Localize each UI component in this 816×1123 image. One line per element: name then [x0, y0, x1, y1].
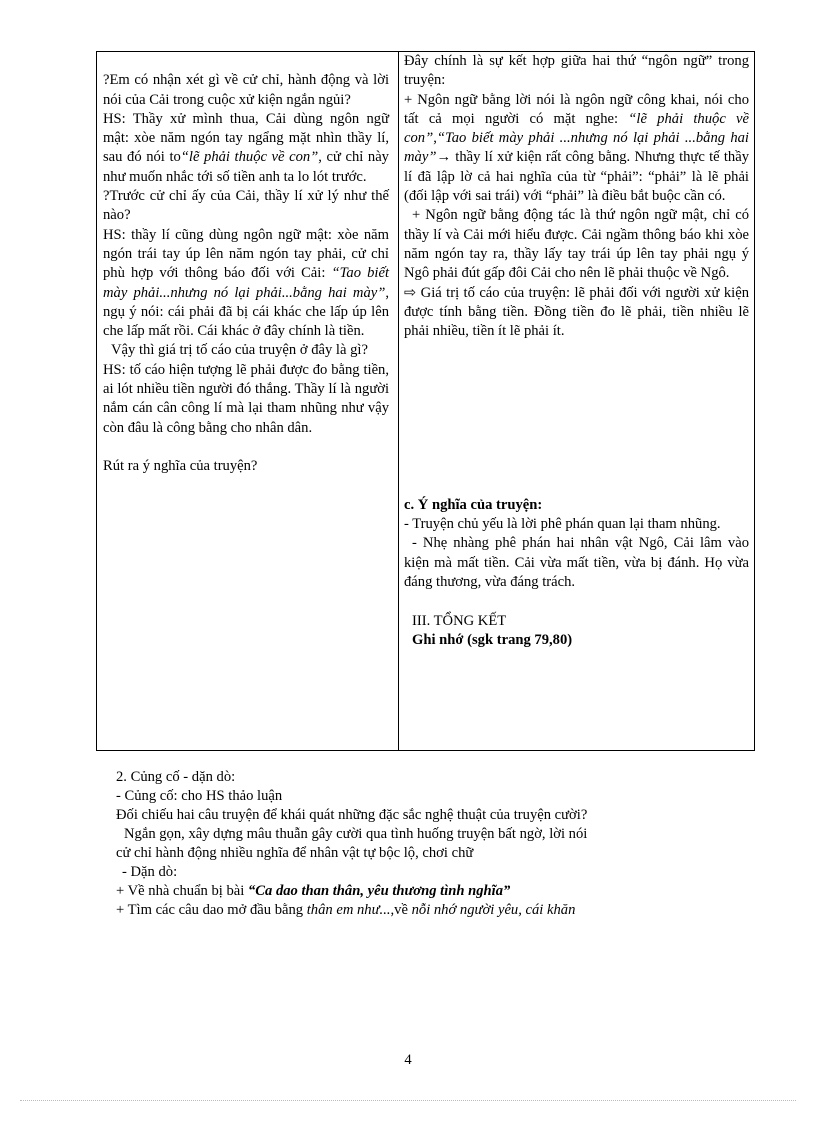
column-divider: [398, 52, 399, 750]
summary-note: Ghi nhớ (sgk trang 79,80): [412, 631, 573, 648]
consolidation-heading: 2. Củng cố - dặn dò:: [116, 769, 236, 785]
page-number: 4: [404, 1052, 412, 1068]
question-1: ?Em có nhận xét gì về cử chỉ, hành động và lời nói của Cải trong cuộc xử kiện ngắn ngủi?: [103, 72, 389, 108]
consolidation-task: - Củng cố: cho HS thảo luận: [116, 788, 283, 804]
spoken-language: + Ngôn ngữ bằng lời nói là ngôn ngữ công khai, nói cho tất cả mọi người có mặt nghe: “lẽ phải thuộc về con”,“Tao biết mày phải ...nhưng nó lại phải ...bằng hai mày”→ thầy lí xử kiện rất công bằng. Nhưng thực tế thầy lí đã lập lờ cả hai nghĩa của từ “phải”: “phải” là lẽ phải (đối lập với sai trái) với “phải” là điều bắt buộc cần có.: [404, 91, 749, 205]
homework-item-1: + Về nhà chuẩn bị bài “Ca dao than thân, yêu thương tình nghĩa”: [116, 883, 511, 899]
gesture-language: + Ngôn ngữ bằng động tác là thứ ngôn ngữ mật, chỉ có thầy lí và Cải mới hiểu được. Cải ngầm thông báo khi xòe năm ngón tay ra, thầy lấy tay trái úp lên tay phải ngụ ý Ngô phải đút gấp đôi Cải cho nên lẽ phải thuộc về Ngô.: [404, 207, 749, 282]
answer-3: HS: tố cáo hiện tượng lẽ phải được đo bằng tiền, ai lót nhiều tiền người đó thắng. Thầy lí là người nắm cán cân công lí mà lại tham nhũng như vậy còn đâu là công bằng cho nhân dân.: [103, 361, 389, 436]
page-footer-divider: [20, 1100, 796, 1101]
question-2: ?Trước cử chỉ ấy của Cải, thầy lí xử lý như thế nào?: [103, 188, 389, 224]
meaning-point-1: - Truyện chủ yếu là lời phê phán quan lại tham nhũng.: [404, 516, 721, 533]
consolidation-section: [116, 768, 706, 920]
discussion-answer-line-2: cử chỉ hành động nhiều nghĩa để nhân vật tự bộc lộ, chơi chữ: [116, 845, 474, 861]
language-intro: Đây chính là sự kết hợp giữa hai thứ “ngôn ngữ” trong truyện:: [404, 53, 749, 89]
discussion-question: Đối chiếu hai câu truyện để khái quát những đặc sắc nghệ thuật của truyện cười?: [116, 807, 588, 823]
lesson-table: [96, 51, 755, 751]
question-4: Rút ra ý nghĩa của truyện?: [103, 458, 258, 475]
meaning-point-2: - Nhẹ nhàng phê phán hai nhân vật Ngô, Cải lâm vào kiện mà mất tiền. Cải vừa mất tiền, vừa bị đánh. Họ vừa đáng thương, vừa đáng trách.: [404, 535, 749, 591]
homework-heading: - Dặn dò:: [122, 864, 178, 880]
question-3: Vậy thì giá trị tố cáo của truyện ở đây là gì?: [111, 342, 368, 359]
left-column-questions: [103, 52, 389, 477]
discussion-answer-line-1: Ngắn gọn, xây dựng mâu thuẫn gây cười qua tình huống truyện bất ngờ, lời nói: [124, 826, 588, 842]
section-heading-summary: III. TỔNG KẾT: [412, 612, 507, 629]
homework-item-2: + Tìm các câu dao mở đầu bằng thân em như...,về nỗi nhớ người yêu, cái khăn: [116, 902, 576, 918]
answer-2: HS: thầy lí cũng dùng ngôn ngữ mật: xòe năm ngón trái tay úp lên năm ngón tay phải, cử chỉ phù hợp với thông báo đối với Cải: “Tao biết mày phải...nhưng nó lại phải...bằng hai mày”, ngụ ý nói: cái phải đã bị cái khác che lấp úp lên che lấp mất rồi. Cái khác ở đây chính là tiền.: [103, 226, 389, 340]
denunciation-value: ⇨ Giá trị tố cáo của truyện: lẽ phải đối với người xử kiện được tính bằng tiền. Đồng tiền đo lẽ phải, tiền nhiều lẽ phải nhiều, tiền ít lẽ phải ít.: [404, 284, 749, 340]
answer-1: HS: Thầy xử mình thua, Cải dùng ngôn ngữ mật: xòe năm ngón tay ngẩng mặt nhìn thầy lí, sau đó nói to“lẽ phải thuộc về con”, cử chỉ này như muốn nhắc tới số tiền anh ta lo lót trước.: [103, 110, 389, 185]
section-heading-meaning: c. Ý nghĩa của truyện:: [404, 496, 543, 513]
right-column-content: [404, 52, 749, 650]
